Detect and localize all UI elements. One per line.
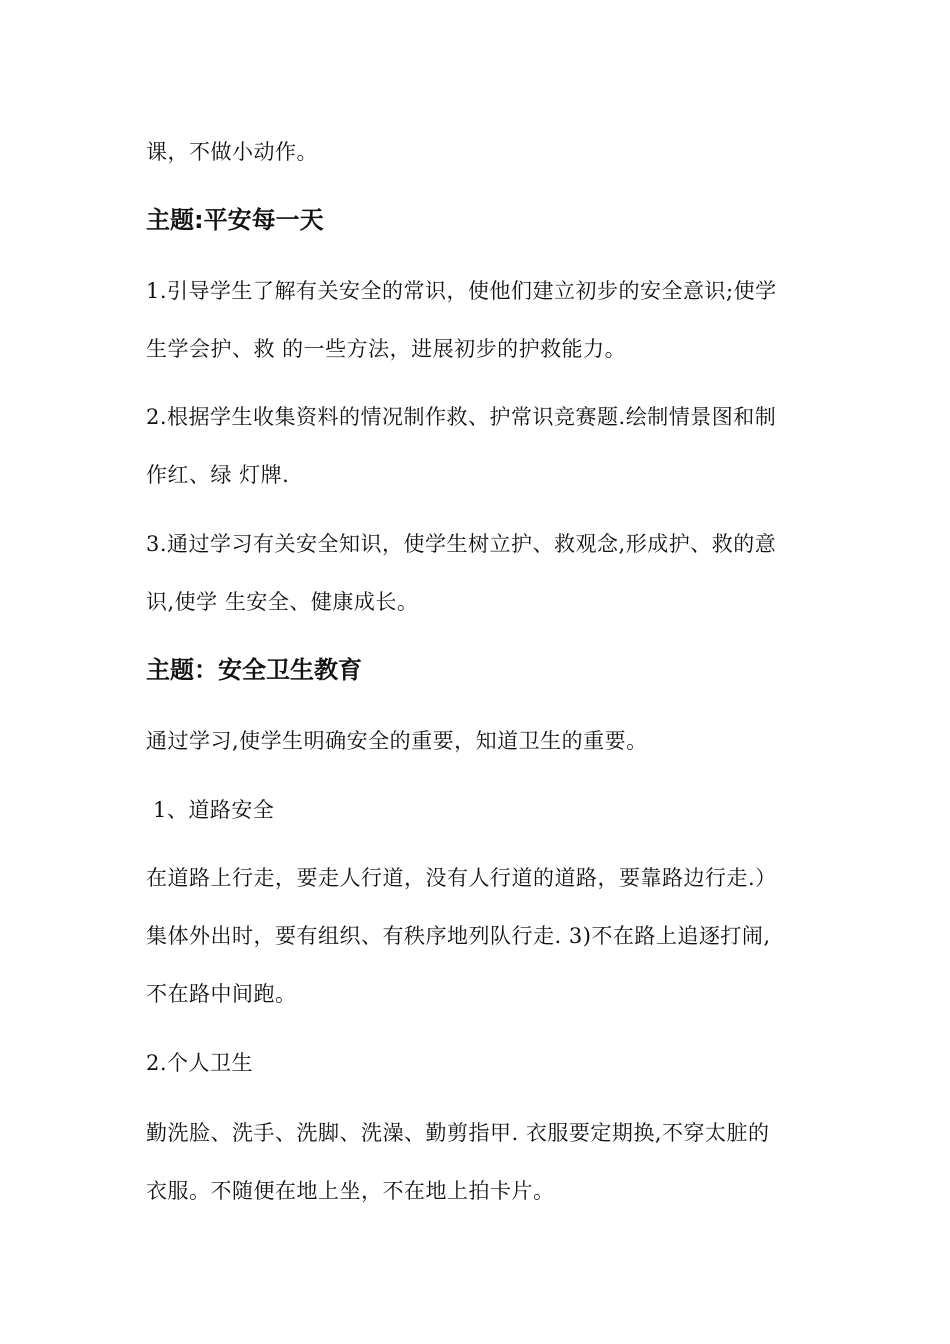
text-line: 通过学习,使学生明确安全的重要，知道卫生的重要。 [146,729,648,753]
text-line: 生学会护、救 的一些方法，进展初步的护救能力。 [146,337,627,361]
list-heading: 2.个人卫生 [146,1051,254,1075]
text-line: 识,使学 生安全、健康成长。 [146,590,419,614]
text-line: 集体外出时，要有组织、有秩序地列队行走. 3)不在路上追逐打闹, [146,924,771,948]
text-line: 2.根据学生收集资料的情况制作救、护常识竞赛题.绘制情景图和制 [146,405,777,429]
list-heading: 1、道路安全 [153,798,275,822]
text-line: 课，不做小动作。 [146,140,318,164]
text-line: 作红、绿 灯牌. [146,463,290,487]
text-line: 衣服。不随便在地上坐，不在地上拍卡片。 [146,1179,555,1203]
section-heading: 主题:平安每一天 [146,206,324,234]
section-heading: 主题：安全卫生教育 [146,656,362,684]
text-line: 不在路中间跑。 [146,982,297,1006]
text-line: 在道路上行走，要走人行道，没有人行道的道路，要靠路边行走.） [146,866,777,890]
text-line: 1.引导学生了解有关安全的常识，使他们建立初步的安全意识;使学 [146,279,777,303]
text-line: 勤洗脸、洗手、洗脚、洗澡、勤剪指甲. 衣服要定期换,不穿太脏的 [146,1121,770,1145]
text-line: 3.通过学习有关安全知识，使学生树立护、救观念,形成护、救的意 [146,532,777,556]
